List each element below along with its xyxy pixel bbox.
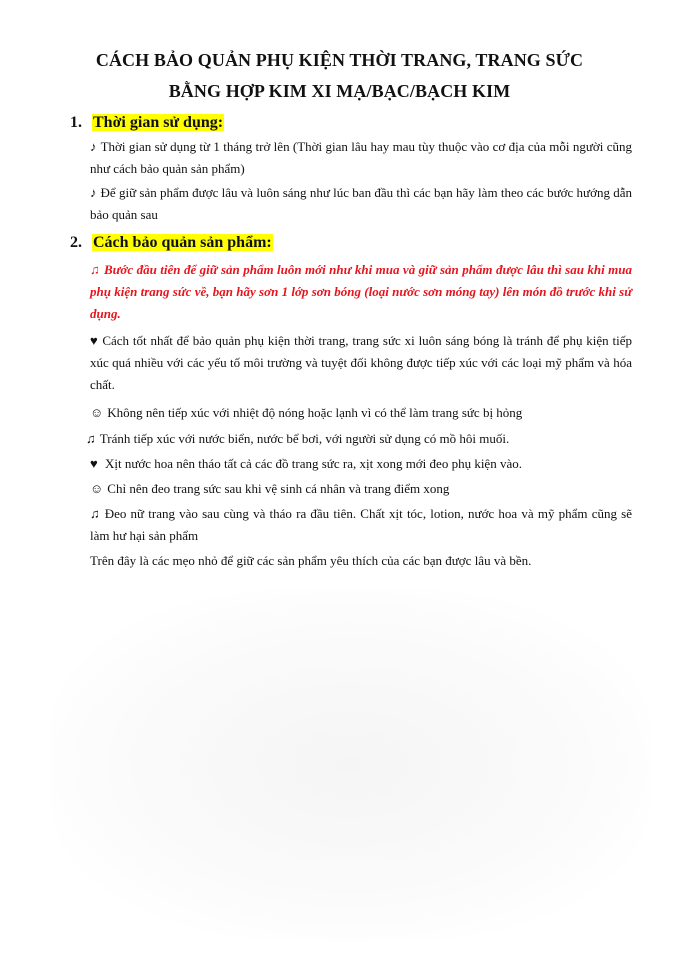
section1-item [90,136,632,180]
section2-item [90,259,632,325]
heart-icon: ♥ [90,333,99,348]
document-title-line2: BẰNG HỢP KIM XI MẠ/BẠC/BẠCH KIM [168,81,511,101]
document-title-line1: CÁCH BẢO QUẢN PHỤ KIỆN THỜI TRANG, TRANG SỨC [95,50,584,70]
section2-item-text: Bước đầu tiên để giữ sản phẩm luôn mới như khi mua và giữ sản phẩm được lâu thì sau khi mua phụ kiện trang sức về, bạn hãy sơn 1 lớp sơn bóng (loại nước sơn móng tay) lên món đồ trước khi sử dụng. [90,262,632,321]
section1-heading-text: Thời gian sử dụng: [93,114,224,131]
section2-item-text: Không nên tiếp xúc với nhiệt độ nóng hoặc lạnh vì có thể làm trang sức bị hỏng [107,405,523,420]
section2-item-text: Tránh tiếp xúc với nước biển, nước bể bơi, với người sử dụng có mồ hôi muối. [99,431,510,446]
section1-heading [70,114,224,132]
section2-item [90,453,632,475]
section2-item-text: Cách tốt nhất để bảo quản phụ kiện thời trang, trang sức xi luôn sáng bóng là tránh để phụ kiện tiếp xúc quá nhiều với các yếu tố môi trường và tuyệt đối không được tiếp xúc với các loại mỹ phẩm và hóa chất. [90,333,633,392]
section1-item [90,182,632,226]
section2-heading [70,234,273,252]
section1-number: 1. [70,114,82,131]
beamed-notes-icon: ♫ [90,506,101,521]
section2-item [86,428,628,450]
music-note-icon: ♪ [90,139,97,154]
blurred-area [50,590,650,940]
section1-item-text: Thời gian sử dụng từ 1 tháng trở lên (Thời gian lâu hay mau tùy thuộc vào cơ địa của mỗi người cũng như cách bảo quản sản phẩm) [90,139,633,176]
section2-number: 2. [70,234,82,251]
smiley-icon: ☺ [90,405,104,420]
section1-item-text: Để giữ sản phẩm được lâu và luôn sáng như lúc ban đầu thì các bạn hãy làm theo các bước hướng dẫn bảo quản sau [90,185,633,222]
heart-icon: ♥ [90,456,98,471]
smiley-icon: ☺ [90,481,104,496]
section2-item [90,503,632,547]
section2-item-text: Đeo nữ trang vào sau cùng và tháo ra đầu tiên. Chất xịt tóc, lotion, nước hoa và mỹ phẩm cũng sẽ làm hư hại sản phẩm [90,506,632,543]
beamed-notes-icon: ♫ [86,431,96,446]
closing-paragraph: Trên đây là các mẹo nhỏ để giữ các sản phẩm yêu thích của các bạn được lâu và bền. [90,553,532,568]
music-note-icon: ♪ [90,185,97,200]
section2-item [90,330,632,396]
section2-heading-text: Cách bảo quản sản phẩm: [93,234,272,251]
section2-item [90,478,632,500]
beamed-notes-icon: ♫ [90,262,100,277]
section2-item [90,402,632,424]
section2-item-text: Chỉ nên đeo trang sức sau khi vệ sinh cá nhân và trang điểm xong [107,481,450,496]
section2-item-text: Xịt nước hoa nên tháo tất cả các đồ trang sức ra, xịt xong mới đeo phụ kiện vào. [101,456,522,471]
